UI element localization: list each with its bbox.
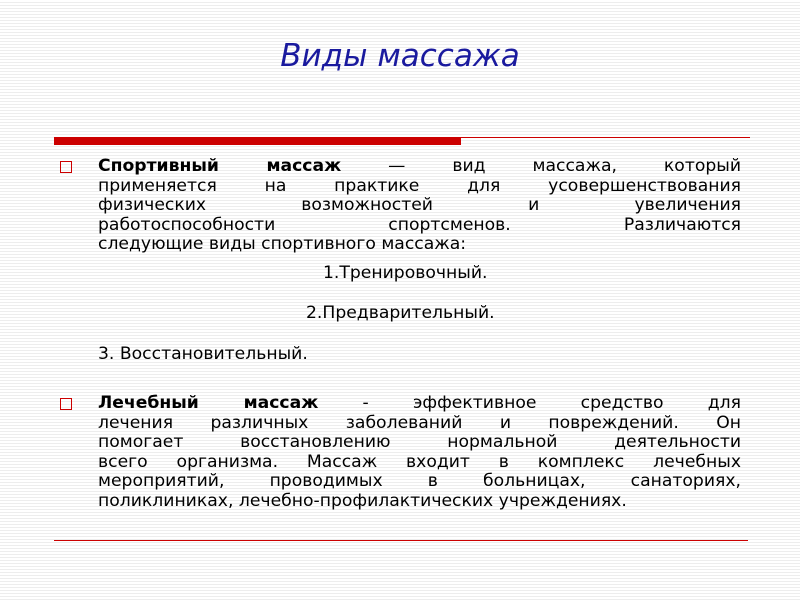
square-bullet-icon bbox=[60, 161, 72, 173]
paragraph-line: лечения различных заболеваний и повреждений. Он bbox=[98, 412, 741, 433]
paragraph-line: мероприятий, проводимых в больницах, санаториях, bbox=[98, 471, 741, 491]
paragraph-line: работоспособности спортсменов. Различаются bbox=[98, 214, 741, 235]
paragraph-line: поликлиниках, лечебно-профилактических учреждениях. bbox=[98, 491, 627, 511]
title-underline-rule bbox=[461, 137, 750, 138]
paragraph-line: Спортивный массаж — вид массажа, который bbox=[98, 156, 741, 176]
paragraph-line: применяется на практике для усовершенствования bbox=[98, 175, 741, 196]
paragraph-line: физических возможностей и увеличения bbox=[98, 195, 741, 215]
slide-title: Виды массажа bbox=[280, 38, 520, 74]
paragraph-line: помогает восстановлению нормальной деятельности bbox=[98, 432, 741, 452]
paragraph-line: следующие виды спортивного массажа: bbox=[98, 234, 467, 254]
term-medical-massage: Лечебный массаж bbox=[98, 393, 319, 413]
list-item-training: 1.Тренировочный. bbox=[323, 263, 488, 283]
square-bullet-icon bbox=[60, 398, 72, 410]
paragraph-line: всего организма. Массаж входит в комплекс лечебных bbox=[98, 451, 741, 472]
footer-rule bbox=[54, 540, 748, 541]
list-item-recovery: 3. Восстановительный. bbox=[98, 344, 308, 364]
paragraph-line: Лечебный массаж - эффективное средство для bbox=[98, 393, 741, 413]
list-item-preliminary: 2.Предварительный. bbox=[306, 303, 495, 323]
title-underline-bar bbox=[54, 137, 461, 145]
term-sports-massage: Спортивный массаж bbox=[98, 156, 342, 176]
medical-massage-paragraph-end bbox=[98, 492, 741, 512]
medical-massage-paragraph bbox=[98, 394, 741, 492]
sports-massage-paragraph bbox=[98, 157, 741, 235]
sports-massage-paragraph-end bbox=[98, 235, 741, 255]
